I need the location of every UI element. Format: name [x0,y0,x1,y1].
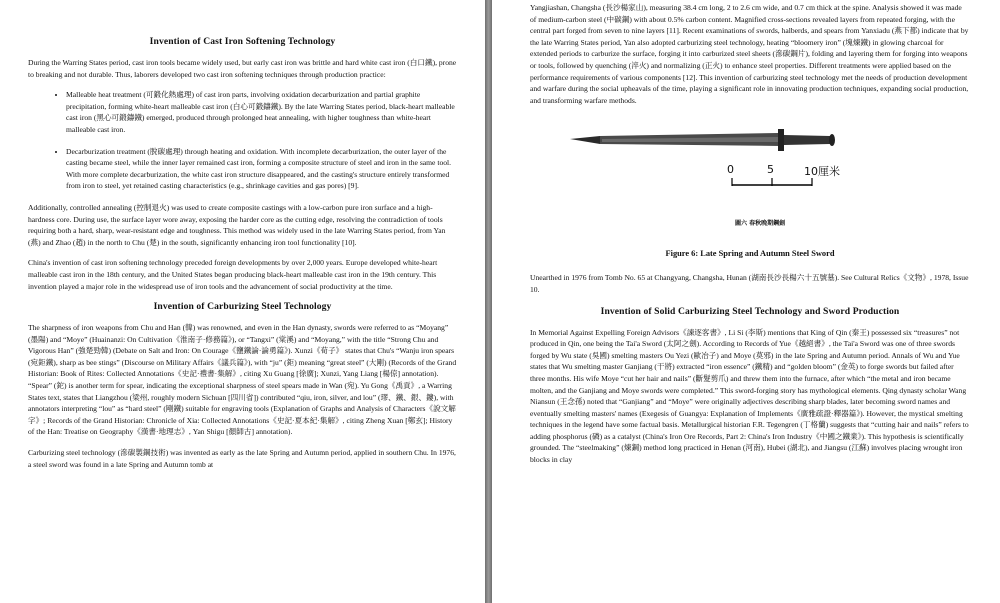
figure-chinese-caption: 圖六 春秋晚期鋼劍 [735,220,786,228]
right-page [492,0,1000,603]
paragraph: During the Warring States period, cast iron tools became widely used, but early cast iron was brittle and hard white cast iron (白口鐵), prone to breaking and not durable. Thus, laborers developed two cast iron softening techniques through production practice: [28,58,457,79]
paragraph: The sharpness of iron weapons from Chu and Han (韓) was renowned, and even in the Han dynasty, swords were referred to as “Moyang” (墨陽) and “Moye” (Huainanzi: On Cultivation《淮南子·修務篇》), or “Tangxi” (棠溪) and “Moyang,” with the title “Strong Chu and Vigorous Han” (強楚勁韓) (Debate on Salt and Iron: On Courage《鹽鐵論·論勇篇》). Xunzi《荀子》 states that Chu's “Wanju iron spears (宛鉅鐵), sharp as bee stings” (Discourse on Military Affairs《議兵篇》), with “ju” (鉅) meaning “great steel” (大剛) (Records of the Grand Historian: Book of Rites: Collected Annotations《史記·禮書·集解》, citing Xu Guang [徐廣]; Xunzi, Yang Liang [楊倞] annotation). “Spear” (鉈) is another term for spear, indicating the exceptional sharpness of steel spears made in Wan (宛). Yu Gong《禹貢》, a Warring States text, states that Liangzhou (梁州, roughly modern Sichuan [四川省]) contributed “qiu, iron, silver, and lou” (璆、鐵、銀、鏤), with annotators interpreting “lou” as “hard steel” (剛鐵) suitable for engraving tools (Explanation of Graphs and Analysis of Characters《說文解字》; Records of the Grand Historian: Chronicle of Xia: Collected Annotations《史記·夏本紀·集解》, citing Zheng Xuan [鄭玄]; History of the Han: Treatise on Geography《漢書·地理志》, Yan Shigu [顏師古] annotation). [28,323,457,437]
paragraph: In Memorial Against Expelling Foreign Advisors《諫逐客書》, Li Si (李斯) mentions that King of Qin (秦王) possessed six “treasures” not produced in Qin, one being the Tai'a Sword (太阿之劍). According to Records of Yue《越絕書》, the Tai'a Sword was one of three swords forged by Wu state (吳國) smelting masters Ou Yezi (歐冶子) and Moye (莫邪) in the late Spring and Autumn period. Annals of Wu and Yue states that Wu smelting master Ganjiang (干將) extracted “iron essence” (鐵精) and “golden bloom” (金英) to forge swords but failed after three months. His wife Moye “cut her hair and nails” (斷髮剪爪) and threw them into the furnace, after which “the metal and iron became molten, and the Ganjiang and Moye swords were completed.” This sword-forging story has mythological elements. Qing dynasty scholar Wang Niansun (王念孫) noted that “Ganjiang” and “Moye” were originally adjectives describing sharp blades, later becoming sword names and eventually smelting masters' names (Exegesis of Guangya: Explanation of Implements《廣雅疏證·釋器篇》). However, the mystical smelting techniques in the legend have some factual basis. Metallurgical historian F.R. Tegengren (丁格蘭) suggests that “cutting hair and nails” refers to adding phosphorus (磷) as a catalyst (China's Iron Ore Records, Part 2: China's Iron Industry《中國之鐵業》). This hypothesis is scientifically grounded. The “steelmaking” (煉鋼) method long practiced in Henan (河南), Hubei (湖北), and Jiangsu (江蘇) involves placing wrought iron blocks in clay [530,327,969,465]
bullet-item: • Malleable heat treatment (可鍛化熱處理) of cast iron parts, involving oxidation decarburization and partial graphite precipitation, forming white-heart malleable cast iron (白心可鍛鑄鐵). By the late Warring States period, black-heart malleable cast iron (黑心可鍛鑄鐵) emerged, produced through prolonged heat annealing, with higher toughness than white-heart malleable cast iron. [66,89,457,135]
paragraph: Additionally, controlled annealing (控制退火) was used to create composite castings with a low-carbon pure iron surface and a high-hardness core. During use, the surface layer wore away, exposing the harder core as the cutting edge, resolving the contradiction of tools requiring both a hard, sharp, wear-resistant edge and toughness. This method was widely used in the late Warring States period, from Yan (燕) and Zhao (趙) in the north to Chu (楚) in the south, significantly enhancing iron tool functionality [10]. [28,202,446,247]
bullet-list [28,89,457,192]
sword-drawing [530,115,970,235]
heading-cast-iron-softening: Invention of Cast Iron Softening Technology [149,36,336,47]
paragraph: Unearthed in 1976 from Tomb No. 65 at Changyang, Changsha, Hunan (湖南長沙長楊六十五號墓). See Cultural Relics《文物》, 1978, Issue 10. [530,273,969,294]
bullet-item: • Decarburization treatment (脫碳處理) through heating and oxidation. With incomplete decarburization, the outer layer of the casting became steel, while the inner layer remained cast iron, forming a composite structure of steel and iron in the same tool. With more complete decarburization, the white cast iron structure disappeared, and the casting's structure entirely transformed from iron to steel, yet retained casting characteristics (e.g., shrinkage cavities and gas pores) [9]. [66,146,457,192]
heading-carburizing-steel: Invention of Carburizing Steel Technology [153,301,332,313]
scale-label-0: 0 [727,163,734,177]
paragraph: China's invention of cast iron softening technology preceded foreign developments by over 2,000 years. Europe developed white-heart malleable cast iron in the 18th century, and the United States began producing black-heart malleable cast iron in the 19th century. This invention played a major role in the widespread use of iron tools and the advancement of social productivity at the time. [28,258,438,291]
figure-caption: Figure 6: Late Spring and Autumn Steel Sword [665,249,835,259]
paragraph: Carburizing steel technology (滲碳製鋼技術) was invented as early as the late Spring and Autumn period, applied in southern Chu. In 1976, a steel sword was found in a late Spring and Autumn tomb at [28,448,456,469]
scale-label-10cm: 10厘米 [804,165,840,179]
paragraph: Yangjiashan, Changsha (長沙楊家山), measuring 38.4 cm long, 2 to 2.6 cm wide, and 0.7 cm thick at the spine. Analysis showed it was made of medium-carbon steel (中碳鋼) with about 0.5% carbon content. Magnified cross-sections revealed layers from repeated forging, with the central part forged from seven to nine layers [11]. Recent examinations of swords, halberds, and spears from Yanxiadu (燕下都) indicate that by the late Warring States period, Yan also adopted carburizing steel technology, heating “bloomery iron” (塊煉鐵) in glowing charcoal for extended periods to carburize the surface, forging it into carburized steel sheets (滲碳鋼片), folding and layering them for forging into weapons or tools, followed by quenching (淬火) and normalizing (正火) to enhance steel properties. Different treatments were applied based on the performance requirements of various components [12]. This invention of carburizing steel technology met the needs of production development and warfare during the social upheavals of the time, playing a significant role in innovating production techniques, expanding social production, and transforming warfare methods. [530,3,969,105]
left-page [0,0,485,603]
heading-solid-carburizing: Invention of Solid Carburizing Steel Technology and Sword Production [600,305,900,317]
figure-steel-sword [530,115,970,235]
page-gutter [485,0,492,603]
scale-label-5: 5 [767,163,774,177]
